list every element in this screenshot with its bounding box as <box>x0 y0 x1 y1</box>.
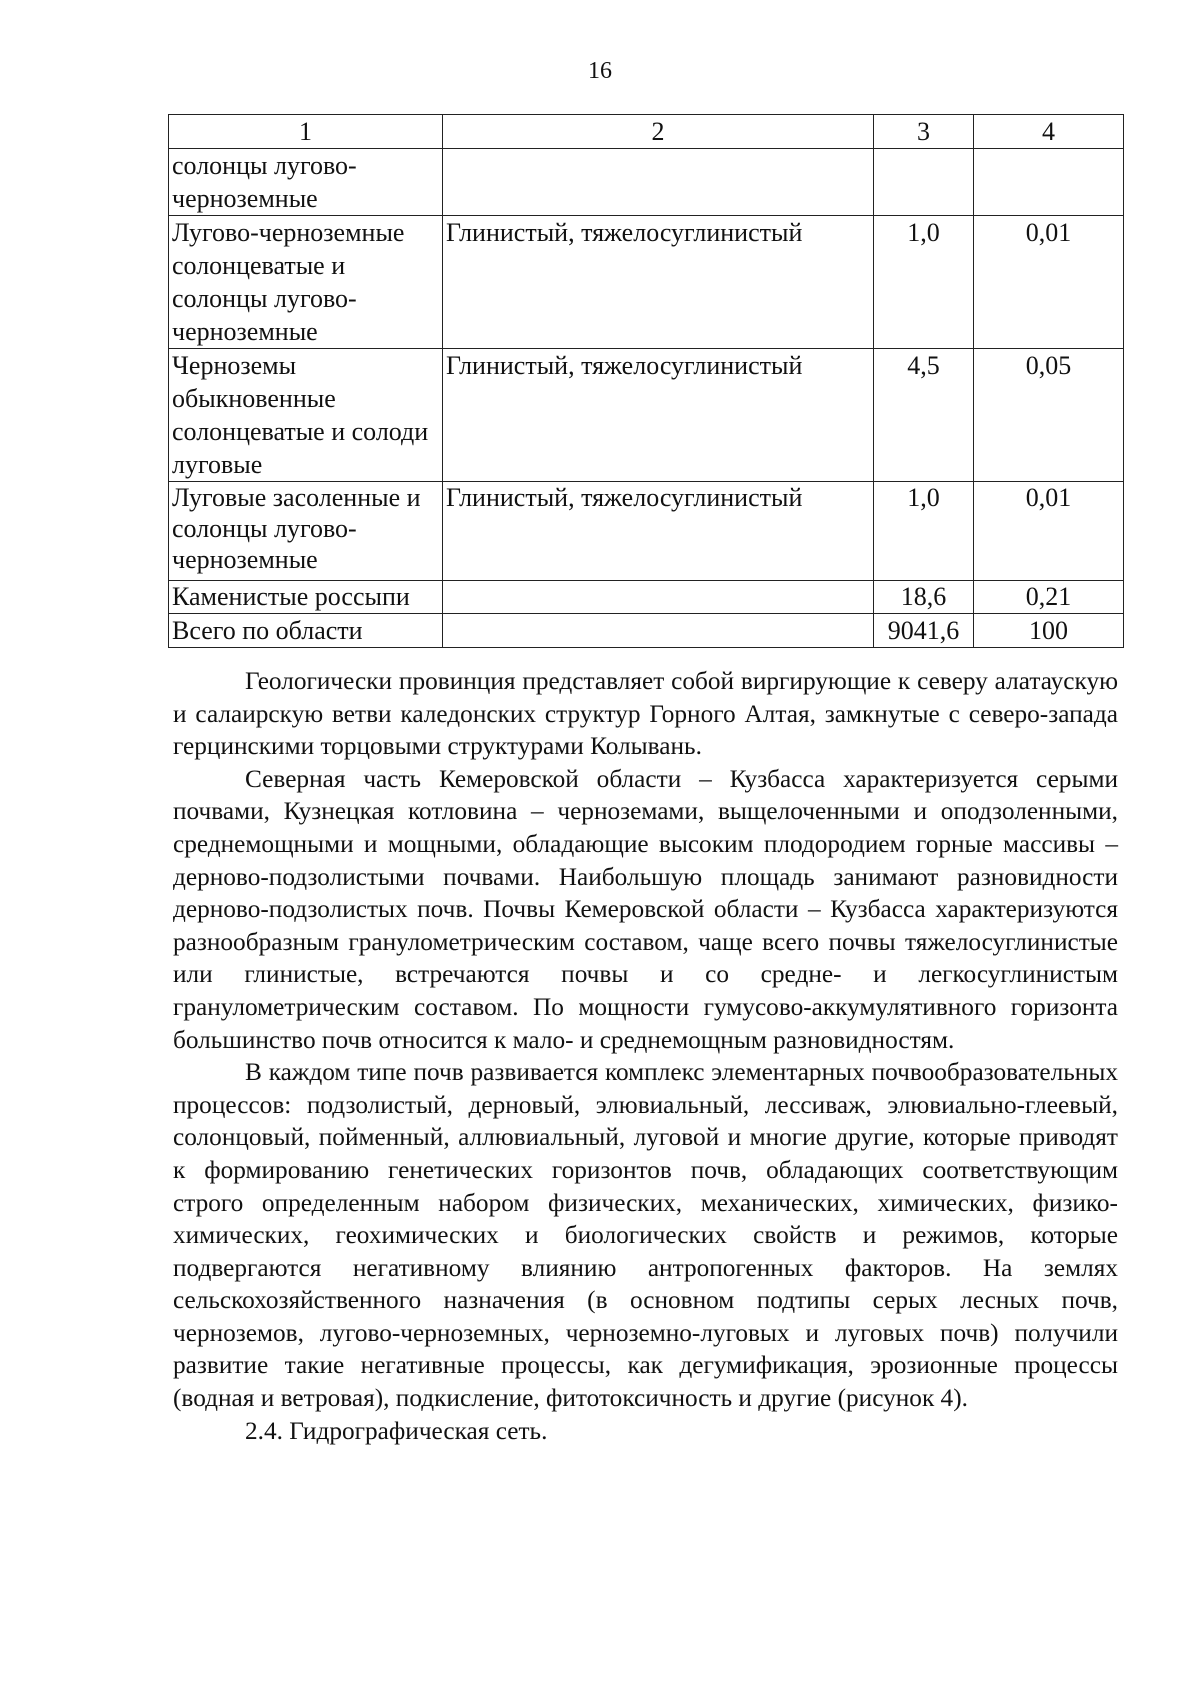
table-cell: Всего по области <box>169 614 443 648</box>
table-row <box>169 216 1124 349</box>
paragraph-soils: Северная часть Кемеровской области – Кузбасса характеризуется серыми почвами, Кузнецкая котловина – черноземами, выщелоченными и оподзоленными, среднемощными и мощными, обладающие высоким плодородием горные массивы – дерново-подзолистыми почвами. Наибольшую площадь занимают разновидности дерново-подзолистых почв. Почвы Кемеровской области – Кузбасса характеризуются разнообразным гранулометрическим составом, чаще всего почвы тяжелосуглинистые или глинистые, встречаются почвы и со средне- и легкосуглинистым гранулометрическим составом. По мощности гумусово-аккумулятивного горизонта большинство почв относится к мало- и среднемощным разновидностям. <box>173 764 1118 1054</box>
table-cell <box>874 149 974 216</box>
table-header-cell: 2 <box>443 115 874 149</box>
paragraph-geology: Геологически провинция представляет собой виргирующие к северу алатаускую и салаирскую ветви каледонских структур Горного Алтая, замкнутые с северо-запада герцинскими торцовыми структурами Колывань. <box>173 667 1118 761</box>
table-header-cell: 3 <box>874 115 974 149</box>
table-cell: 0,01 <box>974 482 1124 581</box>
table-cell: Лугово-черноземные солонцеватые и солонцы лугово-черноземные <box>169 216 443 349</box>
page-number: 16 <box>588 58 612 84</box>
table-cell: Каменистые россыпи <box>169 581 443 614</box>
table-cell: Глинистый, тяжелосуглинистый <box>443 216 874 349</box>
table-cell: Луговые засоленные и солонцы лугово-черноземные <box>169 482 443 581</box>
table-cell: 18,6 <box>874 581 974 614</box>
paragraph-processes: В каждом типе почв развивается комплекс элементарных почвообразовательных процессов: подзолистый, дерновый, элювиальный, лессиваж, элювиально-глеевый, солонцовый, пойменный, аллювиальный, луговой и многие другие, которые приводят к формированию генетических горизонтов почв, обладающих соответствующим строго определенным набором физических, механических, химических, физико-химических, геохимических и биологических свойств и режимов, которые подвергаются негативному влиянию антропогенных факторов. На землях сельскохозяйственного назначения (в основном подтипы серых лесных почв, черноземов, лугово-черноземных, черноземно-луговых и луговых почв) получили развитие такие негативные процессы, как дегумификация, эрозионные процессы (водная и ветровая), подкисление, фитотоксичность и другие (рисунок 4). <box>173 1058 1118 1413</box>
table-header-row <box>169 115 1124 149</box>
table-cell <box>974 149 1124 216</box>
table-header-cell: 1 <box>169 115 443 149</box>
table-row <box>169 482 1124 581</box>
table-cell: Черноземы обыкновенные солонцеватые и солоди луговые <box>169 349 443 482</box>
table-header-cell: 4 <box>974 115 1124 149</box>
soil-table <box>168 114 1124 648</box>
table-cell: 4,5 <box>874 349 974 482</box>
body-text <box>173 665 1118 1447</box>
table-cell: 100 <box>974 614 1124 648</box>
table-row <box>169 581 1124 614</box>
table-row <box>169 614 1124 648</box>
table-row <box>169 349 1124 482</box>
table-cell: 9041,6 <box>874 614 974 648</box>
table-cell: солонцы лугово-черноземные <box>169 149 443 216</box>
table-cell <box>443 581 874 614</box>
table-cell: Глинистый, тяжелосуглинистый <box>443 349 874 482</box>
table-cell <box>443 149 874 216</box>
table-cell: 1,0 <box>874 482 974 581</box>
table-cell: 0,05 <box>974 349 1124 482</box>
table-row <box>169 149 1124 216</box>
table-cell: Глинистый, тяжелосуглинистый <box>443 482 874 581</box>
table-cell: 0,21 <box>974 581 1124 614</box>
table-cell: 0,01 <box>974 216 1124 349</box>
table-cell: 1,0 <box>874 216 974 349</box>
table-cell <box>443 614 874 648</box>
section-heading: 2.4. Гидрографическая сеть. <box>245 1416 548 1445</box>
